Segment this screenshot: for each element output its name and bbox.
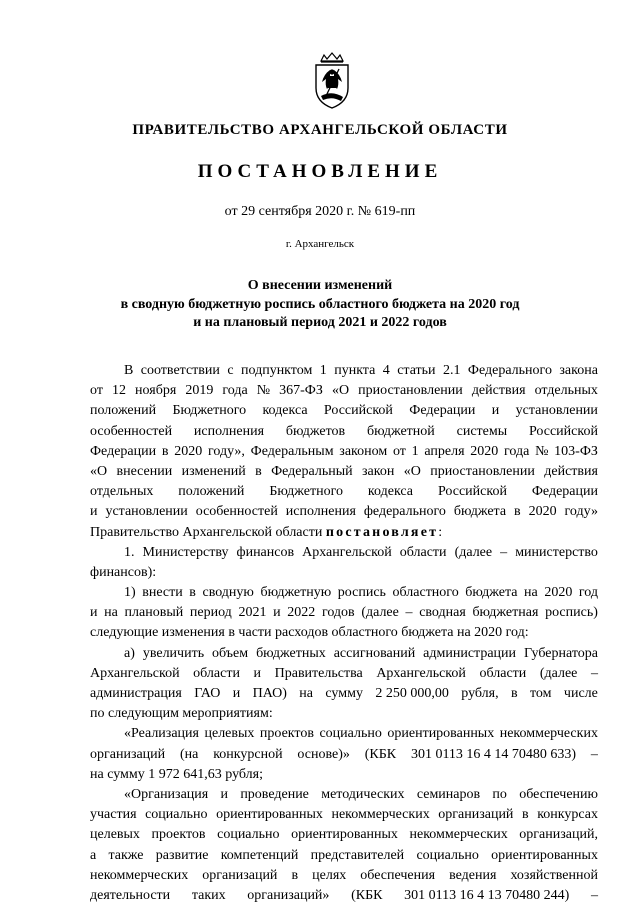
text-line [90, 825, 598, 845]
word: проектов [259, 726, 314, 742]
word: отдельных [534, 383, 598, 399]
word: году», [207, 443, 245, 459]
word: 4 [382, 363, 390, 378]
word: организаций [202, 867, 278, 883]
word: 2022 [287, 605, 316, 621]
word: статьи [397, 363, 436, 378]
word: федерального [363, 504, 446, 520]
word: числе [563, 686, 598, 701]
text-line-last: следующие изменения в части расходов областного бюджета на 2020 год: [90, 625, 529, 641]
word: некоммерческих [90, 867, 189, 883]
word: методических [321, 786, 405, 802]
word: подпунктом [240, 363, 313, 378]
word: ориентированных [216, 807, 323, 823]
word: особенностей [90, 423, 173, 439]
word: – [500, 544, 508, 560]
word: бюджетных [256, 645, 326, 661]
text-line [90, 805, 598, 825]
word: установлении [105, 504, 188, 520]
word: 103-ФЗ [554, 443, 598, 459]
word: исполнения [193, 423, 265, 439]
word: проведение [240, 786, 309, 802]
word: от [392, 443, 406, 459]
word: бюджетную [260, 585, 332, 601]
word: исполнения [285, 504, 356, 520]
word: системы [456, 423, 508, 439]
word: год [578, 585, 598, 601]
word: бюджетной [366, 423, 435, 439]
word: положений [90, 403, 157, 419]
word: организаций, [519, 827, 598, 843]
word: Бюджетного [269, 484, 343, 500]
text-line [90, 462, 598, 482]
word: в [189, 585, 196, 601]
word: социально [145, 807, 208, 823]
word: и [232, 686, 241, 701]
word: некоммерческих [499, 726, 598, 742]
word: года [222, 383, 248, 399]
word: 2020 [174, 443, 203, 459]
paragraph-measure-2 [90, 785, 598, 906]
word: 367-ФЗ [279, 383, 323, 399]
text-line [90, 644, 598, 664]
text-line [90, 745, 598, 765]
word: (КБК [351, 887, 383, 903]
document-title [60, 277, 580, 333]
preamble-final-prefix: Правительство Архангельской области [90, 524, 326, 540]
word: Федеральный [271, 463, 353, 479]
text-line [90, 724, 598, 744]
word: внести [142, 585, 183, 601]
word: Федерального [467, 363, 552, 378]
organization-name: ПРАВИТЕЛЬСТВО АРХАНГЕЛЬСКОЙ ОБЛАСТИ [132, 122, 508, 138]
arkhangelsk-coat-of-arms-icon [312, 52, 352, 110]
word: Архангельской [90, 665, 180, 681]
word: в [161, 443, 169, 459]
word: организаций [438, 807, 514, 823]
word: Федеральным [250, 443, 334, 459]
word: № [256, 383, 271, 399]
word: Архангельской [302, 544, 392, 560]
word: области [193, 665, 240, 681]
paragraph-item-1-1 [90, 583, 598, 644]
word: социально [217, 827, 280, 843]
word: годов [321, 605, 355, 621]
word: «О [331, 383, 350, 399]
word: «Реализация [124, 726, 199, 742]
text-line [90, 442, 598, 462]
word: 1 [411, 443, 419, 459]
word: и [220, 786, 229, 802]
text-line-last: на сумму 1 972 641,63 рубля; [90, 766, 263, 782]
word: «Организация [124, 786, 209, 802]
paragraph-item-a [90, 644, 598, 725]
word: ориентированных [491, 847, 598, 863]
document-city: г. Архангельск [285, 238, 355, 250]
word: семинаров [416, 786, 481, 802]
word: (далее [454, 544, 493, 560]
word: Правительства [274, 665, 363, 681]
word: увеличить [142, 645, 205, 661]
word: 1. [124, 544, 135, 560]
word: 1) [124, 585, 136, 601]
word: области [479, 665, 527, 681]
word: компетенций [220, 847, 299, 863]
word: области [399, 544, 447, 560]
text-line [90, 422, 598, 442]
word: развитие [155, 847, 209, 863]
text-line [90, 583, 598, 603]
document-date-number: от 29 сентября 2020 г. № 619-пп [224, 204, 416, 219]
text-line [90, 361, 598, 381]
word: В [124, 363, 134, 378]
word: Федерации [531, 484, 598, 500]
word: участия [90, 807, 137, 823]
title-line: и на плановый период 2021 и 2022 годов [193, 315, 447, 330]
word: (на [180, 746, 199, 762]
word: и [90, 504, 98, 520]
word: Губернатора [523, 645, 598, 661]
word: кодекса [262, 403, 308, 419]
word: – [405, 605, 413, 621]
word: изменений [181, 463, 246, 479]
word: сумму [325, 686, 363, 701]
word: от [90, 383, 103, 399]
word: апреля [424, 443, 465, 459]
text-line [90, 603, 598, 623]
word: некоммерческих [409, 827, 508, 843]
word: соответствии [140, 363, 220, 378]
word: сводная [419, 605, 466, 621]
word: бюджетная [472, 605, 539, 621]
word: 2020 [528, 504, 557, 520]
word: ориентированных [291, 827, 398, 843]
word: а) [124, 645, 135, 661]
word: «О [403, 463, 421, 479]
title-line: в сводную бюджетную роспись областного бюджета на 2020 год [120, 296, 520, 312]
word: на [299, 686, 313, 701]
word: ноября [135, 383, 177, 399]
word: закон [362, 463, 395, 479]
word: министерство [515, 544, 598, 560]
word: 1 [319, 363, 327, 378]
word: положений [178, 484, 245, 500]
word: администрация [90, 686, 182, 701]
word: ассигнований [333, 645, 416, 661]
word: по [492, 786, 507, 802]
document-type: ПОСТАНОВЛЕНИЕ [197, 161, 443, 182]
word: 2.1 [442, 363, 461, 378]
word: бюджетов [285, 423, 346, 439]
word: Министерству [142, 544, 229, 560]
word: приостановлении [430, 463, 535, 479]
word: (КБК [364, 746, 397, 762]
word: том [530, 686, 552, 701]
paragraph-preamble [90, 361, 598, 523]
word: приостановлении [358, 383, 463, 399]
word: социально [416, 847, 479, 863]
word: года [504, 443, 530, 459]
word: Архангельской [376, 665, 466, 681]
word: 12 [111, 383, 126, 399]
word: Бюджетного [172, 403, 247, 419]
title-line: О внесении изменений [247, 278, 393, 293]
word: некоммерческих [331, 807, 430, 823]
word: организаций» [247, 887, 330, 903]
word: установлении [515, 403, 598, 419]
word: обеспечению [519, 786, 598, 802]
text-line [90, 401, 598, 421]
word: с [227, 363, 234, 378]
word: ПАО) [252, 686, 287, 701]
word: отдельных [90, 484, 154, 500]
word: (далее [361, 605, 399, 621]
document-body [90, 361, 598, 906]
word: плановый [124, 605, 184, 621]
text-line [90, 482, 598, 502]
word: а [90, 847, 97, 863]
word: в [522, 807, 529, 823]
word: ориентированных [387, 726, 495, 742]
word: Федерации [409, 403, 476, 419]
word: роспись [337, 585, 386, 601]
word: финансов [236, 544, 295, 560]
word: в [510, 686, 518, 701]
word: 301 0113 16 4 14 70480 633) [410, 746, 577, 762]
word: 2021 [238, 605, 267, 621]
word: целевых [204, 726, 255, 742]
word: Российской [323, 403, 393, 419]
word: представителей [310, 847, 405, 863]
word: также [108, 847, 144, 863]
word: целевых [90, 827, 140, 843]
word: целях [312, 867, 347, 883]
word: пункта [334, 363, 376, 378]
word: хозяйственной [510, 867, 598, 883]
paragraph-item-1 [90, 543, 598, 583]
text-line [90, 684, 598, 704]
resolves-word: постановляет [325, 524, 439, 540]
word: социально [319, 726, 382, 742]
word: и [253, 665, 262, 681]
paragraph-preamble-final-line [90, 523, 598, 543]
word: – [590, 887, 598, 903]
word: объем [212, 645, 249, 661]
word: в [291, 867, 299, 883]
word: и [273, 605, 281, 621]
word: ГАО [194, 686, 221, 701]
text-line [90, 664, 598, 684]
paragraph-measure-1 [90, 724, 598, 785]
word: на [524, 585, 538, 601]
text-line-last: финансов): [90, 564, 157, 580]
word: конкурсной [213, 746, 283, 762]
word: рубля, [461, 686, 499, 701]
word: и [90, 605, 98, 621]
word: администрации [423, 645, 517, 661]
text-line [90, 543, 598, 563]
word: 301 0113 16 4 13 70480 244) [404, 887, 570, 903]
word: № [535, 443, 549, 459]
word: особенностей [195, 504, 278, 520]
word: организаций [90, 746, 166, 762]
word: действия [471, 383, 526, 399]
word: таких [191, 887, 226, 903]
word: областного [392, 585, 459, 601]
word: 2019 [185, 383, 214, 399]
word: деятельности [90, 887, 171, 903]
word: сводную [202, 585, 254, 601]
word: проектов [151, 827, 206, 843]
word: действия [544, 463, 598, 479]
word: 2 250 000,00 [375, 686, 449, 701]
word: бюджета [453, 504, 507, 520]
word: – [590, 665, 598, 681]
word: году» [564, 504, 598, 520]
word: ведения [449, 867, 497, 883]
word: основе)» [297, 746, 350, 762]
text-line [90, 866, 598, 886]
word: Федерации [90, 443, 157, 459]
word: обеспечения [360, 867, 436, 883]
word: (далее [539, 665, 578, 681]
word: 2020 [470, 443, 499, 459]
word: Российской [528, 423, 598, 439]
text-line [90, 846, 598, 866]
word: на [104, 605, 118, 621]
text-line [90, 502, 598, 522]
word: конкурсах [537, 807, 598, 823]
word: 2020 [544, 585, 573, 601]
word: – [590, 746, 598, 762]
word: законом [339, 443, 388, 459]
word: «О [90, 463, 108, 479]
word: период [189, 605, 232, 621]
text-line [90, 886, 598, 906]
word: в [255, 463, 262, 479]
word: и [491, 403, 500, 419]
preamble-final-suffix: : [438, 524, 443, 540]
word: закона [559, 363, 598, 378]
text-line [90, 381, 598, 401]
word: внесении [116, 463, 173, 479]
text-line [90, 785, 598, 805]
word: бюджета [465, 585, 518, 601]
word: в [514, 504, 521, 520]
word: роспись) [545, 605, 598, 621]
word: кодекса [367, 484, 413, 500]
word: Российской [437, 484, 507, 500]
text-line-last: по следующим мероприятиям: [90, 706, 273, 722]
